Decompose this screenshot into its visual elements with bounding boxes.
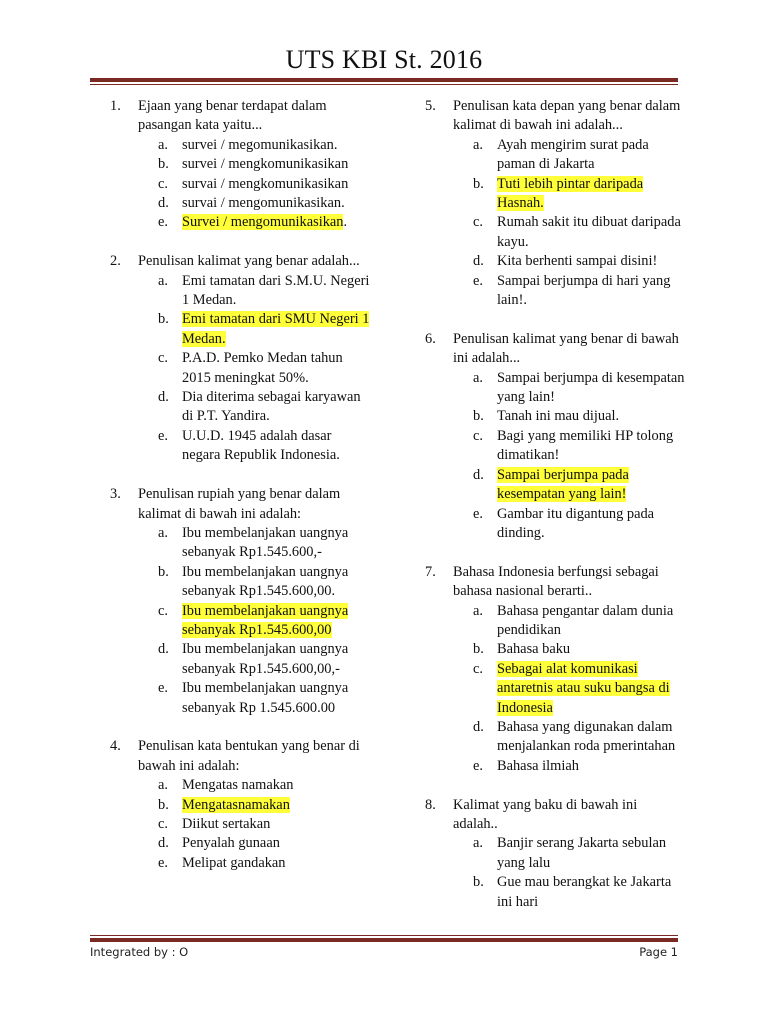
- option-letter: e.: [473, 505, 483, 522]
- option-letter: d.: [473, 253, 484, 270]
- left-column: [110, 97, 370, 893]
- option-text: survei / megomunikasikan.: [182, 136, 338, 153]
- answer-option: [158, 563, 370, 602]
- question-number: 3.: [110, 486, 121, 503]
- option-letter: c.: [473, 660, 483, 677]
- option-letter: e.: [473, 757, 483, 774]
- answer-option: [158, 679, 370, 718]
- option-text: Bahasa baku: [497, 641, 571, 658]
- option-text: Dia diterima sebagai karyawan di P.T. Yandira.: [182, 389, 361, 425]
- question-number: 4.: [110, 738, 121, 755]
- option-letter: e.: [158, 427, 168, 444]
- question-item: [110, 485, 370, 718]
- option-letter: e.: [473, 272, 483, 289]
- option-letter: d.: [158, 835, 169, 852]
- option-letter: c.: [158, 602, 168, 619]
- option-letter: c.: [473, 214, 483, 231]
- option-text: Diikut sertakan: [182, 815, 271, 832]
- option-text: Banjir serang Jakarta sebulan yang lalu: [497, 835, 667, 871]
- option-letter: e.: [158, 680, 168, 697]
- answer-option: [473, 407, 685, 426]
- answer-options: [138, 524, 370, 718]
- answer-option: [158, 349, 370, 388]
- right-column: [425, 97, 685, 931]
- option-suffix: .: [343, 214, 348, 231]
- answer-option: [158, 815, 370, 834]
- answer-option: [473, 427, 685, 466]
- option-text: Gue mau berangkat ke Jakarta ini hari: [497, 874, 672, 910]
- option-text: Kita berhenti sampai disini!: [497, 253, 658, 270]
- option-letter: b.: [473, 874, 484, 891]
- answer-option: [473, 175, 685, 214]
- answer-option: [473, 213, 685, 252]
- option-text: Bahasa yang digunakan dalam menjalankan roda pmerintahan: [497, 718, 676, 755]
- highlighted-answer-text: Sampai berjumpa pada kesempatan yang lain!: [497, 466, 629, 503]
- header-rule-thick: [90, 78, 678, 82]
- option-letter: d.: [158, 641, 169, 658]
- highlighted-answer-text: Tuti lebih pintar daripada Hasnah.: [497, 175, 644, 212]
- answer-option: [158, 427, 370, 466]
- question-text: Penulisan kata bentukan yang benar di bawah ini adalah:: [138, 738, 360, 774]
- answer-option: [473, 602, 685, 641]
- highlighted-answer-text: Survei / mengomunikasikan: [182, 214, 344, 231]
- footer-rule-thin: [90, 935, 678, 936]
- option-text: Bahasa ilmiah: [497, 757, 579, 774]
- answer-option: [473, 136, 685, 175]
- option-letter: c.: [158, 350, 168, 367]
- question-item: [110, 252, 370, 465]
- option-text: survai / mengkomunikasikan: [182, 175, 349, 192]
- question-number: 1.: [110, 98, 121, 114]
- option-text: U.U.D. 1945 adalah dasar negara Republik Indonesia.: [182, 427, 340, 464]
- answer-option: [158, 854, 370, 873]
- option-text: Rumah sakit itu dibuat daripada kayu.: [497, 214, 681, 250]
- answer-option: [473, 873, 685, 912]
- answer-options: [138, 136, 370, 233]
- footer-rule-thick: [90, 938, 678, 942]
- answer-option: [158, 272, 370, 311]
- question-text: Penulisan kata depan yang benar dalam kalimat di bawah ini adalah...: [453, 98, 681, 134]
- option-letter: b.: [158, 796, 169, 813]
- answer-option: [473, 660, 685, 718]
- answer-option: [473, 718, 685, 757]
- option-text: survai / mengomunikasikan.: [182, 195, 345, 212]
- option-letter: b.: [473, 175, 484, 192]
- answer-option: [158, 524, 370, 563]
- option-text: Ibu membelanjakan uangnya sebanyak Rp1.545.600,00.: [182, 563, 349, 600]
- answer-option: [158, 175, 370, 194]
- highlighted-answer-text: Ibu membelanjakan uangnya sebanyak Rp1.545.600,00: [182, 602, 349, 638]
- answer-option: [158, 388, 370, 427]
- option-text: Gambar itu digantung pada dinding.: [497, 505, 655, 541]
- answer-option: [158, 602, 370, 641]
- answer-option: [158, 796, 370, 815]
- answer-option: [473, 505, 685, 544]
- question-text: Kalimat yang baku di bawah ini adalah..: [453, 796, 638, 832]
- answer-option: [473, 757, 685, 776]
- option-letter: a.: [473, 602, 483, 619]
- answer-option: [158, 213, 370, 232]
- answer-options: [138, 776, 370, 873]
- answer-options: [453, 136, 685, 311]
- option-letter: c.: [158, 175, 168, 192]
- question-number: 7.: [425, 563, 436, 580]
- option-letter: d.: [473, 718, 484, 735]
- option-text: Mengatas namakan: [182, 777, 294, 794]
- question-item: [110, 737, 370, 873]
- option-letter: a.: [158, 136, 168, 153]
- option-text: Tanah ini mau dijual.: [497, 408, 620, 425]
- option-letter: e.: [158, 854, 168, 871]
- footer-author: Integrated by : O: [90, 945, 189, 959]
- question-number: 8.: [425, 796, 436, 813]
- option-letter: a.: [473, 369, 483, 386]
- option-text: Bahasa pengantar dalam dunia pendidikan: [497, 602, 674, 638]
- question-number: 2.: [110, 253, 121, 270]
- option-letter: b.: [473, 641, 484, 658]
- highlighted-answer-text: Emi tamatan dari SMU Negeri 1 Medan.: [182, 311, 370, 347]
- option-text: Ibu membelanjakan uangnya sebanyak Rp 1.545.600.00: [182, 680, 349, 716]
- option-text: Bagi yang memiliki HP tolong dimatikan!: [497, 427, 674, 464]
- question-item: [425, 330, 685, 543]
- answer-option: [158, 640, 370, 679]
- question-text: Penulisan rupiah yang benar dalam kalimat di bawah ini adalah:: [138, 486, 341, 522]
- question-number: 5.: [425, 98, 436, 114]
- option-text: P.A.D. Pemko Medan tahun 2015 meningkat 50%.: [182, 350, 343, 386]
- question-item: [425, 97, 685, 310]
- option-letter: c.: [473, 427, 483, 444]
- option-text: Ibu membelanjakan uangnya sebanyak Rp1.545.600,00,-: [182, 641, 349, 677]
- option-text: Ayah mengirim surat pada paman di Jakarta: [497, 136, 649, 173]
- option-letter: d.: [158, 195, 169, 212]
- highlighted-answer-text: Mengatasnamakan: [182, 796, 290, 813]
- option-letter: b.: [158, 156, 169, 173]
- answer-option: [158, 776, 370, 795]
- answer-option: [158, 834, 370, 853]
- answer-option: [158, 194, 370, 213]
- option-letter: a.: [158, 777, 168, 794]
- option-letter: a.: [158, 524, 168, 541]
- option-text: survei / mengkomunikasikan: [182, 156, 349, 173]
- option-text: Melipat gandakan: [182, 854, 286, 871]
- question-text: Penulisan kalimat yang benar di bawah ini adalah...: [453, 330, 679, 367]
- option-text: Emi tamatan dari S.M.U. Negeri 1 Medan.: [182, 272, 370, 309]
- option-letter: b.: [158, 311, 169, 328]
- answer-option: [473, 272, 685, 311]
- answer-option: [158, 310, 370, 349]
- question-item: [110, 97, 370, 233]
- option-letter: a.: [473, 835, 483, 852]
- option-letter: a.: [473, 136, 483, 153]
- footer-page-number: Page 1: [639, 945, 678, 959]
- answer-options: [453, 369, 685, 544]
- answer-options: [453, 602, 685, 777]
- option-text: Penyalah gunaan: [182, 835, 280, 852]
- question-item: [425, 796, 685, 912]
- option-letter: a.: [158, 272, 168, 289]
- option-letter: e.: [158, 214, 168, 231]
- answer-option: [473, 640, 685, 659]
- question-item: [425, 563, 685, 776]
- question-text: Ejaan yang benar terdapat dalam pasangan kata yaitu...: [138, 98, 327, 134]
- option-text: Sampai berjumpa di kesempatan yang lain!: [497, 369, 685, 406]
- answer-option: [473, 369, 685, 408]
- answer-options: [453, 834, 685, 912]
- option-letter: d.: [473, 466, 484, 483]
- question-number: 6.: [425, 330, 436, 347]
- answer-option: [158, 155, 370, 174]
- document-title: UTS KBI St. 2016: [285, 45, 483, 74]
- highlighted-answer-text: Sebagai alat komunikasi antaretnis atau suku bangsa di Indonesia: [497, 660, 670, 716]
- answer-option: [158, 136, 370, 155]
- option-text: Sampai berjumpa di hari yang lain!.: [497, 272, 671, 309]
- answer-option: [473, 466, 685, 505]
- option-letter: b.: [158, 563, 169, 580]
- option-letter: c.: [158, 815, 168, 832]
- answer-option: [473, 834, 685, 873]
- question-text: Penulisan kalimat yang benar adalah...: [138, 253, 360, 270]
- option-letter: b.: [473, 408, 484, 425]
- header-rule-thin: [90, 84, 678, 85]
- answer-options: [138, 272, 370, 466]
- question-text: Bahasa Indonesia berfungsi sebagai bahasa nasional berarti..: [453, 563, 659, 600]
- answer-option: [473, 252, 685, 271]
- option-letter: d.: [158, 389, 169, 406]
- option-text: Ibu membelanjakan uangnya sebanyak Rp1.545.600,-: [182, 524, 349, 561]
